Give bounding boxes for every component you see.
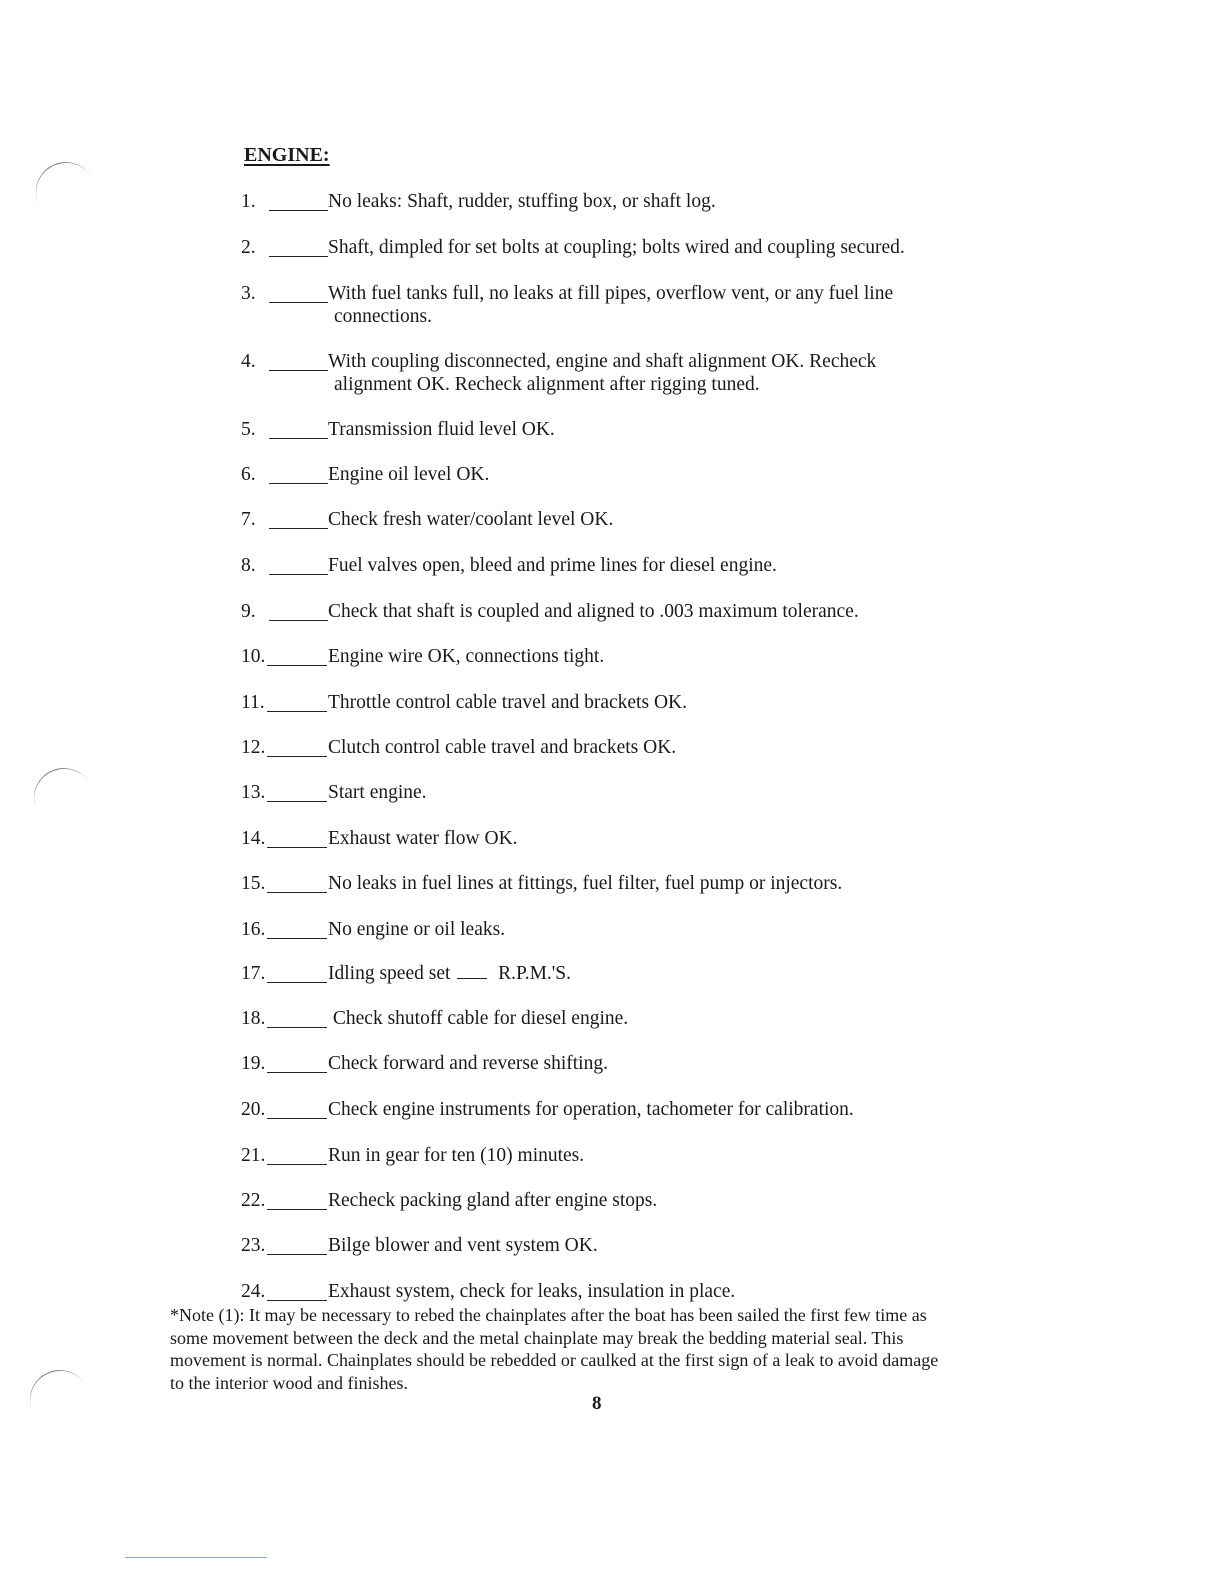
page-number: 8 bbox=[592, 1393, 602, 1414]
check-blank[interactable] bbox=[269, 350, 328, 371]
item-number: 15. bbox=[241, 873, 266, 894]
item-text: Check that shaft is coupled and aligned to .003 maximum tolerance. bbox=[328, 601, 859, 622]
check-blank[interactable] bbox=[269, 600, 328, 621]
check-blank[interactable] bbox=[269, 282, 328, 303]
item-text: With fuel tanks full, no leaks at fill pipes, overflow vent, or any fuel line bbox=[328, 283, 894, 304]
binder-hole-bottom bbox=[20, 1360, 100, 1441]
item-number: 14. bbox=[241, 828, 266, 849]
check-blank[interactable] bbox=[267, 1098, 327, 1119]
page-edge-mark bbox=[125, 1557, 267, 1558]
item-number: 9. bbox=[241, 601, 256, 622]
item-text: Check fresh water/coolant level OK. bbox=[328, 509, 614, 530]
item-number: 24. bbox=[241, 1281, 266, 1302]
item-number: 6. bbox=[241, 464, 256, 485]
item-text: No leaks: Shaft, rudder, stuffing box, or shaft log. bbox=[328, 191, 716, 212]
item-number: 18. bbox=[241, 1008, 266, 1029]
check-blank[interactable] bbox=[267, 872, 327, 893]
check-blank[interactable] bbox=[267, 918, 327, 939]
item-text: Shaft, dimpled for set bolts at coupling; bolts wired and coupling secured. bbox=[328, 237, 905, 258]
item-number: 7. bbox=[241, 509, 256, 530]
check-blank[interactable] bbox=[267, 1007, 327, 1028]
item-number: 16. bbox=[241, 919, 266, 940]
footnote-line: movement is normal. Chainplates should be rebedded or caulked at the first sign of a leak to avoid damage bbox=[170, 1350, 939, 1371]
check-blank[interactable] bbox=[267, 1052, 327, 1073]
check-blank[interactable] bbox=[267, 781, 327, 802]
item-text: Recheck packing gland after engine stops. bbox=[328, 1190, 658, 1211]
item-text-continuation: connections. bbox=[334, 306, 433, 327]
check-blank[interactable] bbox=[269, 236, 328, 257]
check-blank[interactable] bbox=[269, 554, 328, 575]
item-number: 1. bbox=[241, 191, 256, 212]
item-number: 5. bbox=[241, 419, 256, 440]
rpm-blank[interactable] bbox=[457, 962, 487, 979]
check-blank[interactable] bbox=[267, 1234, 327, 1255]
check-blank[interactable] bbox=[269, 463, 328, 484]
item-number: 8. bbox=[241, 555, 256, 576]
item-text-after: R.P.M.'S. bbox=[498, 963, 572, 984]
item-number: 12. bbox=[241, 737, 266, 758]
item-text-wrapper bbox=[328, 962, 571, 985]
item-text: No engine or oil leaks. bbox=[328, 919, 506, 940]
item-text: No leaks in fuel lines at fittings, fuel filter, fuel pump or injectors. bbox=[328, 873, 843, 894]
item-text: With coupling disconnected, engine and shaft alignment OK. Recheck bbox=[328, 351, 877, 372]
item-text: Bilge blower and vent system OK. bbox=[328, 1235, 598, 1256]
footnote-line: to the interior wood and finishes. bbox=[170, 1372, 408, 1393]
item-text: Clutch control cable travel and brackets OK. bbox=[328, 737, 677, 758]
check-blank[interactable] bbox=[267, 827, 327, 848]
footnote-line: *Note (1): It may be necessary to rebed the chainplates after the boat has been sailed the first few time as bbox=[170, 1305, 927, 1325]
item-text-continuation: alignment OK. Recheck alignment after rigging tuned. bbox=[334, 374, 760, 395]
item-text: Check forward and reverse shifting. bbox=[328, 1053, 608, 1074]
footnote-line: some movement between the deck and the metal chainplate may break the bedding material seal. This bbox=[170, 1327, 904, 1348]
check-blank[interactable] bbox=[269, 508, 328, 529]
item-text: Throttle control cable travel and brackets OK. bbox=[328, 692, 687, 713]
item-text: Check engine instruments for operation, tachometer for calibration. bbox=[328, 1099, 854, 1120]
item-text: Start engine. bbox=[328, 782, 427, 803]
check-blank[interactable] bbox=[267, 1144, 327, 1165]
item-text: Engine oil level OK. bbox=[328, 464, 490, 485]
check-blank[interactable] bbox=[267, 691, 327, 712]
item-text: Exhaust system, check for leaks, insulation in place. bbox=[328, 1281, 736, 1302]
item-text: Fuel valves open, bleed and prime lines for diesel engine. bbox=[328, 555, 777, 576]
item-text: Transmission fluid level OK. bbox=[328, 419, 555, 440]
item-text: Engine wire OK, connections tight. bbox=[328, 646, 605, 667]
check-blank[interactable] bbox=[269, 190, 328, 211]
check-blank[interactable] bbox=[269, 418, 328, 439]
check-blank[interactable] bbox=[267, 645, 327, 666]
check-blank[interactable] bbox=[267, 1280, 327, 1301]
section-heading: ENGINE: bbox=[244, 144, 330, 166]
item-number: 2. bbox=[241, 237, 256, 258]
binder-hole-top bbox=[26, 152, 106, 233]
item-text: Run in gear for ten (10) minutes. bbox=[328, 1145, 585, 1166]
check-blank[interactable] bbox=[267, 1189, 327, 1210]
footnote bbox=[170, 1304, 1040, 1394]
binder-hole-middle bbox=[24, 758, 104, 839]
item-text: Exhaust water flow OK. bbox=[328, 828, 518, 849]
check-blank[interactable] bbox=[267, 962, 327, 983]
item-number: 19. bbox=[241, 1053, 266, 1074]
item-number: 17. bbox=[241, 963, 266, 984]
check-blank[interactable] bbox=[267, 736, 327, 757]
item-text: Check shutoff cable for diesel engine. bbox=[328, 1008, 629, 1029]
item-number: 23. bbox=[241, 1235, 266, 1256]
item-number: 22. bbox=[241, 1190, 266, 1211]
item-text: Idling speed set bbox=[328, 963, 451, 984]
item-number: 3. bbox=[241, 283, 256, 304]
item-number: 11. bbox=[241, 692, 265, 713]
item-number: 10. bbox=[241, 646, 266, 667]
item-number: 13. bbox=[241, 782, 266, 803]
item-number: 4. bbox=[241, 351, 256, 372]
item-number: 20. bbox=[241, 1099, 266, 1120]
item-number: 21. bbox=[241, 1145, 266, 1166]
